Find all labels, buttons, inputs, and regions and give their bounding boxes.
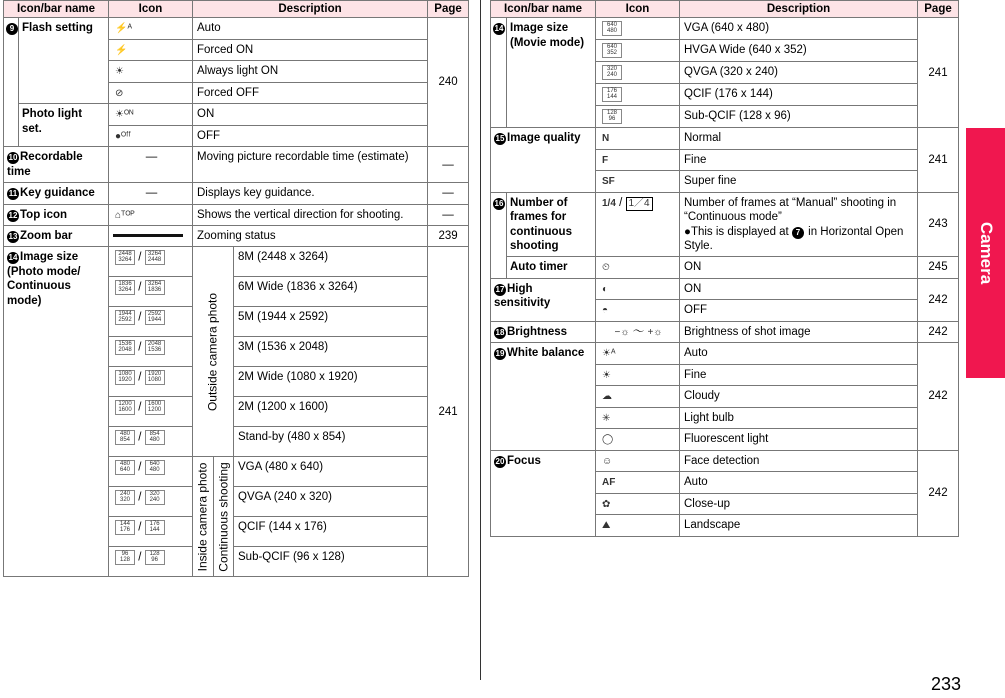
quality-normal-icon: N: [596, 128, 680, 150]
zoom-desc: Zooming status: [193, 226, 428, 247]
movie-qcif-desc: QCIF (176 x 144): [680, 84, 918, 106]
top-icon-name: 12 Top icon: [4, 204, 109, 226]
zoom-page: 239: [428, 226, 469, 247]
flash-num: 9: [4, 18, 19, 147]
flash-setting-name: Flash setting: [19, 18, 109, 104]
frames-count-icon: 1/4 / 1／4: [596, 192, 680, 257]
focus-auto-desc: Auto: [680, 472, 918, 494]
focus-closeup-icon: ✿: [596, 493, 680, 515]
page-number: 233: [930, 674, 961, 694]
camera-section-tab: Camera: [966, 128, 1005, 378]
flash-forced-on-desc: Forced ON: [193, 39, 428, 61]
top-icon-desc: Shows the vertical direction for shooting.: [193, 204, 428, 226]
top-arrow-icon: ⌂ᵀᴼᴾ: [109, 204, 193, 226]
photo-light-off-icon: ●ᴼᶠᶠ: [109, 125, 193, 147]
size-desc-2m: 2M (1200 x 1600): [234, 397, 428, 427]
timer-icon: ⏲: [596, 257, 680, 279]
movie-hvga-desc: HVGA Wide (640 x 352): [680, 40, 918, 62]
high-sens-off-desc: OFF: [680, 300, 918, 322]
image-quality-page: 241: [918, 128, 959, 193]
high-sensitivity-name: 17 High sensitivity: [491, 278, 596, 321]
size-desc-8m: 8M (2448 x 3264): [234, 247, 428, 277]
quality-superfine-icon: SF: [596, 171, 680, 193]
size-icon-vga: 480 640 / 640 480: [109, 457, 193, 487]
wb-fluorescent-icon: ◯: [596, 429, 680, 451]
column-divider: [480, 0, 481, 680]
movie-qcif-icon: 176 144: [596, 84, 680, 106]
flash-always-light-desc: Always light ON: [193, 61, 428, 83]
wb-auto-desc: Auto: [680, 343, 918, 365]
size-icon-3m: 1536 2048 / 2048 1536: [109, 337, 193, 367]
recordable-page: —: [428, 147, 469, 183]
high-sens-page: 242: [918, 278, 959, 321]
movie-size-num: 14: [491, 18, 507, 128]
size-icon-subqcif: 96 128 / 128 96: [109, 547, 193, 577]
movie-size-page: 241: [918, 18, 959, 128]
zoom-bar-name: 13 Zoom bar: [4, 226, 109, 247]
outside-camera-label: Outside camera photo: [193, 247, 234, 457]
auto-timer-page: 245: [918, 257, 959, 279]
size-desc-standby: Stand-by (480 x 854): [234, 427, 428, 457]
flash-page: 240: [428, 18, 469, 147]
wb-cloudy-icon: ☁: [596, 386, 680, 408]
white-balance-page: 242: [918, 343, 959, 451]
size-desc-subqcif: Sub-QCIF (96 x 128): [234, 547, 428, 577]
size-icon-qcif: 144 176 / 176 144: [109, 517, 193, 547]
image-size-photo-name: 14 Image size (Photo mode/ Continuous mode): [4, 247, 109, 577]
photo-light-on-icon: ☀ᴼᴺ: [109, 104, 193, 126]
wb-light-bulb-icon: ✳: [596, 407, 680, 429]
white-balance-name: 19 White balance: [491, 343, 596, 451]
wb-light-bulb-desc: Light bulb: [680, 407, 918, 429]
high-sens-off-icon: ◓: [596, 300, 680, 322]
wb-cloudy-desc: Cloudy: [680, 386, 918, 408]
photo-light-off-desc: OFF: [193, 125, 428, 147]
flash-always-light-icon: ☀: [109, 61, 193, 83]
image-quality-name: 15 Image quality: [491, 128, 596, 193]
image-size-photo-page: 241: [428, 247, 469, 577]
wb-auto-icon: ☀ᴬ: [596, 343, 680, 365]
recordable-icon: —: [109, 147, 193, 183]
wb-fine-desc: Fine: [680, 364, 918, 386]
header-name: Icon/bar name: [4, 1, 109, 18]
frames-name: Number of frames for continuous shooting: [507, 192, 596, 257]
header-description: Description: [193, 1, 428, 18]
focus-page: 242: [918, 450, 959, 536]
size-icon-qvga: 240 320 / 320 240: [109, 487, 193, 517]
inside-camera-label: Inside camera photo: [193, 457, 214, 577]
focus-name: 20 Focus: [491, 450, 596, 536]
wb-fluorescent-desc: Fluorescent light: [680, 429, 918, 451]
size-desc-5m: 5M (1944 x 2592): [234, 307, 428, 337]
focus-closeup-desc: Close-up: [680, 493, 918, 515]
size-desc-qvga: QVGA (240 x 320): [234, 487, 428, 517]
size-desc-vga: VGA (480 x 640): [234, 457, 428, 487]
right-table: [490, 0, 959, 537]
left-table: [3, 0, 469, 577]
header-name-right: Icon/bar name: [491, 1, 596, 18]
brightness-page: 242: [918, 321, 959, 343]
quality-fine-desc: Fine: [680, 149, 918, 171]
movie-subqcif-icon: 128 96: [596, 106, 680, 128]
size-desc-6m: 6M Wide (1836 x 3264): [234, 277, 428, 307]
quality-superfine-desc: Super fine: [680, 171, 918, 193]
focus-landscape-desc: Landscape: [680, 515, 918, 537]
focus-auto-icon: AF: [596, 472, 680, 494]
size-desc-3m: 3M (1536 x 2048): [234, 337, 428, 367]
size-desc-qcif: QCIF (144 x 176): [234, 517, 428, 547]
flash-auto-icon: ⚡ᴬ: [109, 18, 193, 40]
flash-forced-on-icon: ⚡: [109, 39, 193, 61]
movie-vga-icon: 640 480: [596, 18, 680, 40]
size-icon-6m: 1836 3264 / 3264 1836: [109, 277, 193, 307]
header-page-right: Page: [918, 1, 959, 18]
top-icon-page: —: [428, 204, 469, 226]
photo-light-on-desc: ON: [193, 104, 428, 126]
flash-forced-off-icon: ⊘: [109, 82, 193, 104]
size-icon-2m-wide: 1080 1920 / 1920 1080: [109, 367, 193, 397]
size-desc-2m-wide: 2M Wide (1080 x 1920): [234, 367, 428, 397]
brightness-range-icon: −☼ ～ +☼: [596, 321, 680, 343]
header-icon-right: Icon: [596, 1, 680, 18]
photo-light-name: Photo light set.: [19, 104, 109, 147]
quality-normal-desc: Normal: [680, 128, 918, 150]
wb-fine-icon: ☀: [596, 364, 680, 386]
recordable-desc: Moving picture recordable time (estimate): [193, 147, 428, 183]
key-guidance-name: 11 Key guidance: [4, 183, 109, 204]
image-size-movie-name: Image size (Movie mode): [507, 18, 596, 128]
frames-desc: Number of frames at “Manual” shooting in “Continuous mode” ●This is displayed at 7 in Horizontal Open Style.: [680, 192, 918, 257]
key-guidance-desc: Displays key guidance.: [193, 183, 428, 204]
size-icon-8m: 2448 3264 / 3264 2448: [109, 247, 193, 277]
focus-face-icon: ☺: [596, 450, 680, 472]
size-icon-2m: 1200 1600 / 1600 1200: [109, 397, 193, 427]
focus-landscape-icon: ⛰: [596, 515, 680, 537]
high-sens-on-icon: ◐: [596, 278, 680, 300]
movie-subqcif-desc: Sub-QCIF (128 x 96): [680, 106, 918, 128]
focus-face-desc: Face detection: [680, 450, 918, 472]
header-description-right: Description: [680, 1, 918, 18]
key-guidance-icon: —: [109, 183, 193, 204]
brightness-desc: Brightness of shot image: [680, 321, 918, 343]
size-icon-standby: 480 854 / 854 480: [109, 427, 193, 457]
brightness-name: 18 Brightness: [491, 321, 596, 343]
movie-qvga-desc: QVGA (320 x 240): [680, 62, 918, 84]
zoom-bar-icon: [109, 226, 193, 247]
key-guidance-page: —: [428, 183, 469, 204]
quality-fine-icon: F: [596, 149, 680, 171]
frames-page: 243: [918, 192, 959, 257]
frames-num: 16: [491, 192, 507, 278]
auto-timer-desc: ON: [680, 257, 918, 279]
movie-hvga-icon: 640 352: [596, 40, 680, 62]
size-icon-5m: 1944 2592 / 2592 1944: [109, 307, 193, 337]
high-sens-on-desc: ON: [680, 278, 918, 300]
header-page: Page: [428, 1, 469, 18]
movie-qvga-icon: 320 240: [596, 62, 680, 84]
movie-vga-desc: VGA (640 x 480): [680, 18, 918, 40]
flash-auto-desc: Auto: [193, 18, 428, 40]
flash-forced-off-desc: Forced OFF: [193, 82, 428, 104]
recordable-time-name: 10 Recordable time: [4, 147, 109, 183]
continuous-shooting-label: Continuous shooting: [214, 457, 234, 577]
header-icon: Icon: [109, 1, 193, 18]
auto-timer-name: Auto timer: [507, 257, 596, 279]
